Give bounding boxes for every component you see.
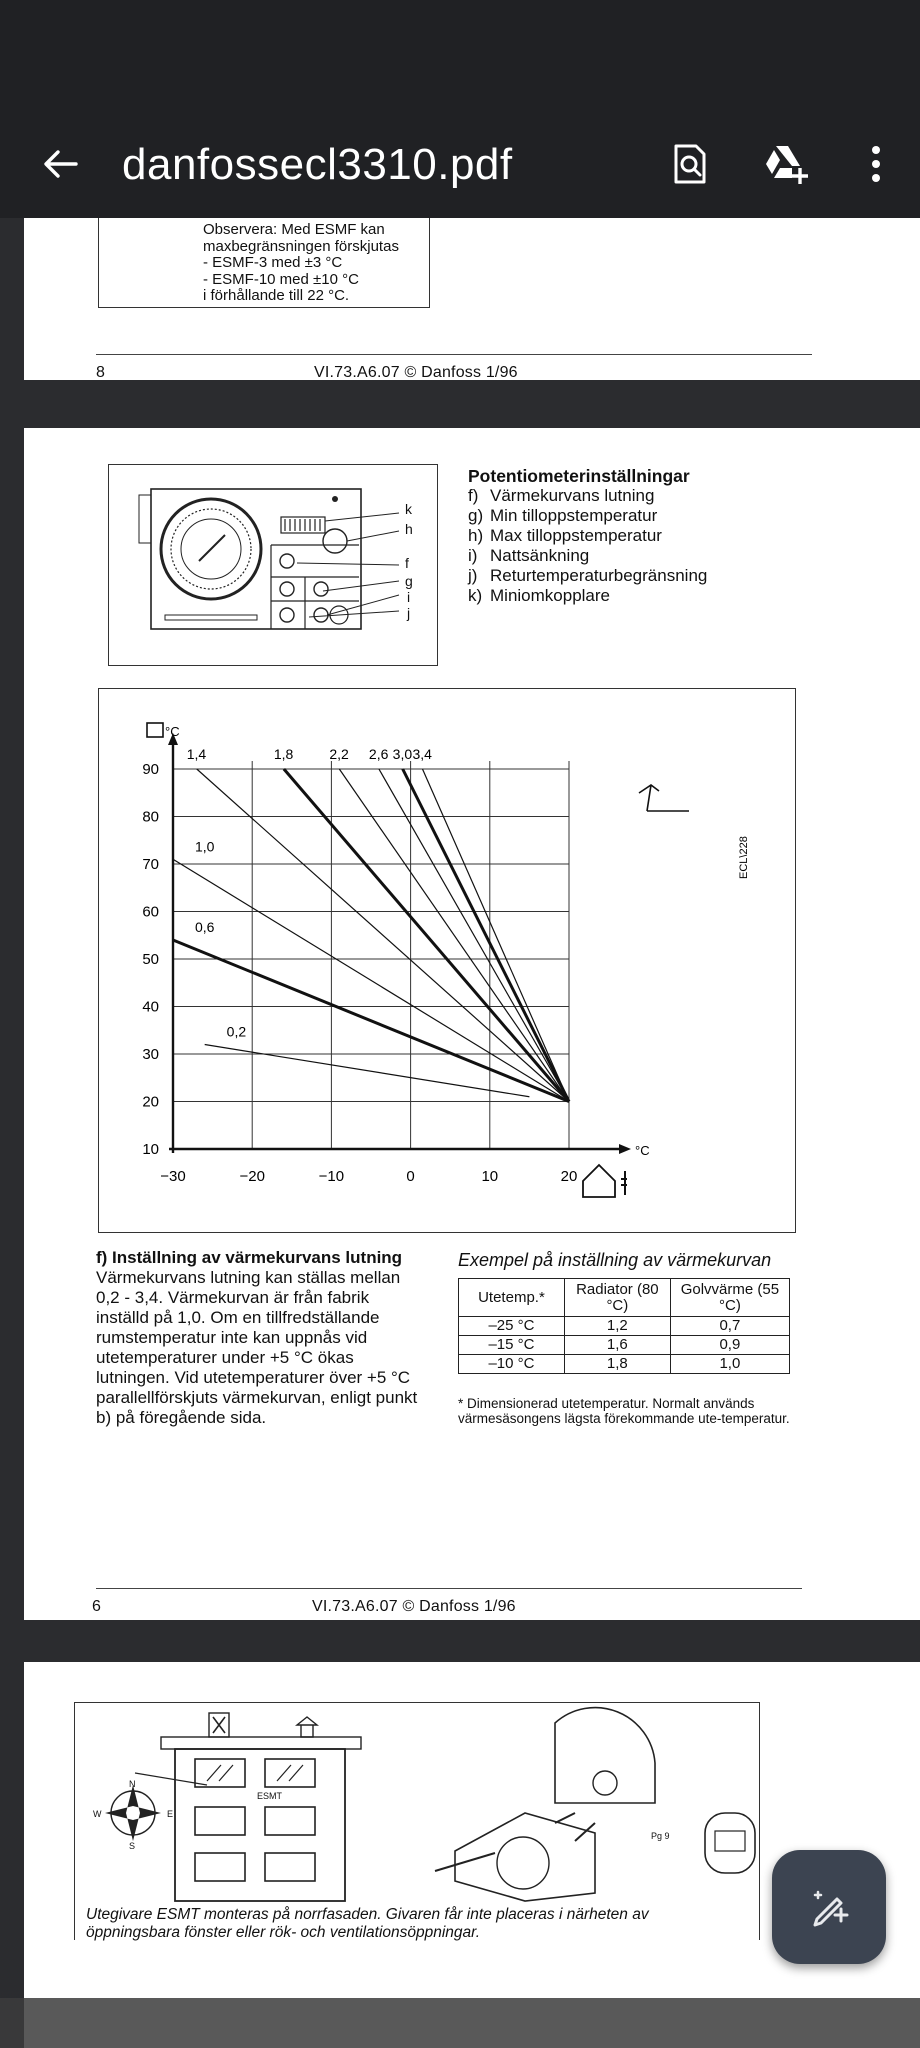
chart-side-label: ECL\228 (738, 836, 750, 879)
compass-label: E (167, 1809, 174, 1819)
sensor-caption: Utegivare ESMT monteras på norrfasaden. Givaren får inte placeras i närheten av öppningsbara fönster eller rök- och ventilationsöppningar. (86, 1906, 649, 1941)
item-text: Returtemperaturbegränsning (490, 566, 708, 585)
table-row (459, 1355, 790, 1374)
ctrl-label: k (405, 501, 412, 517)
table-cell: 0,9 (670, 1336, 789, 1355)
item-text: Min tilloppstemperatur (490, 506, 658, 525)
example-table (458, 1278, 790, 1374)
table-cell: –10 °C (459, 1355, 565, 1374)
table-cell: 1,0 (670, 1355, 789, 1374)
curve-line (379, 769, 569, 1102)
pen-sparkle-icon (807, 1885, 851, 1929)
table-cell: –25 °C (459, 1317, 565, 1336)
app-bar (0, 110, 920, 218)
bottom-overlay-bar (0, 1998, 920, 2048)
curve-label: 1,0 (195, 838, 215, 855)
description-heading: f) Inställning av värmekurvans lutning (96, 1248, 403, 1267)
table-row (459, 1336, 790, 1355)
page-number: 8 (96, 364, 105, 380)
curve-label: 3,4 (412, 746, 432, 762)
list-item (468, 566, 888, 586)
item-text: Värmekurvans lutning (490, 486, 655, 505)
example-title: Exempel på inställning av värmekurvan (458, 1250, 772, 1270)
diagram-label: Pg 9 (651, 1831, 670, 1841)
y-tick-label: 10 (142, 1141, 159, 1158)
item-text: Miniomkopplare (490, 586, 610, 605)
x-tick-label: 20 (560, 1168, 578, 1185)
note-line: i förhållande till 22 °C. (203, 287, 350, 304)
y-tick-label: 90 (142, 761, 159, 778)
x-tick-label: −20 (239, 1168, 265, 1185)
item-text: Nattsänkning (490, 546, 590, 565)
x-axis-arrow (619, 1144, 631, 1154)
list-item (468, 546, 888, 566)
potentiometer-list (468, 466, 888, 606)
y-tick-label: 80 (142, 808, 159, 826)
item-key: g) (468, 506, 484, 525)
flow-temp-symbol (147, 723, 163, 737)
potentiometer-heading: Potentiometerinställningar (468, 466, 690, 486)
pdf-viewer[interactable] (0, 218, 920, 2048)
curve-line (339, 769, 569, 1102)
curve-label: 0,6 (195, 919, 215, 935)
description-body: Värmekurvans lutning kan ställas mellan 0,2 - 3,4. Värmekurvan är från fabrik inställd på 1,0. Om en tillfredställande rumstemperatur inte kan uppnås vid utetemperaturer under +5 °C ökas lutningen. Vid utetemperaturer över +5 °C parallellförskjuts värmekurvan, enligt punkt b) på föregående sida. (96, 1268, 418, 1427)
slope-description (96, 1248, 426, 1428)
note-line: - ESMF-3 med ±3 °C (203, 254, 343, 271)
curve-line (173, 940, 569, 1102)
column-header: Utetemp.* (459, 1279, 565, 1317)
thermometer-icon (621, 1171, 627, 1195)
list-item (468, 506, 888, 526)
house-icon (583, 1165, 615, 1197)
compass-label: W (93, 1809, 102, 1819)
table-footnote: * Dimensionerad utetemperatur. Normalt används värmesäsongens lägsta förekommande ute-temperatur. (458, 1396, 790, 1426)
ctrl-label: i (407, 589, 411, 605)
save-to-drive-icon[interactable] (756, 134, 816, 194)
note-line: Observera: Med ESMF kan (203, 221, 385, 238)
compass-label: S (129, 1841, 136, 1851)
footer-rule (96, 1588, 802, 1589)
table-cell: 1,2 (564, 1317, 670, 1336)
ctrl-label: g (405, 573, 413, 589)
item-key: k) (468, 586, 483, 605)
y-tick-label: 50 (142, 951, 159, 968)
table-cell: 1,6 (564, 1336, 670, 1355)
x-axis-unit: °C (635, 1143, 650, 1158)
list-item (468, 526, 888, 546)
compass-label: N (129, 1779, 136, 1789)
y-tick-label: 70 (142, 856, 159, 873)
table-header-row (459, 1279, 790, 1317)
heating-curve-chart-frame (98, 688, 796, 1233)
heating-curve-chart (99, 689, 797, 1234)
item-text: Max tilloppstemperatur (490, 526, 662, 545)
item-key: f) (468, 486, 479, 505)
more-vert-icon[interactable] (846, 134, 906, 194)
list-item (468, 586, 888, 606)
y-tick-label: 60 (142, 903, 159, 921)
back-arrow-icon[interactable] (36, 136, 84, 192)
item-key: h) (468, 526, 484, 545)
curve-label: 0,2 (226, 1023, 247, 1040)
curve-label: 1,8 (273, 746, 294, 762)
item-key: j) (468, 566, 478, 585)
page-footer-text: VI.73.A6.07 © Danfoss 1/96 (314, 364, 518, 380)
note-line: maxbegränsningen förskjutas (203, 237, 399, 255)
list-item (468, 486, 888, 506)
controller-illustration (108, 464, 438, 666)
x-tick-label: 10 (481, 1168, 499, 1185)
table-cell: –15 °C (459, 1336, 565, 1355)
status-bar-area (0, 0, 920, 110)
ctrl-label: j (407, 605, 411, 621)
pdf-page-8 (24, 218, 920, 380)
ctrl-label: h (405, 521, 413, 537)
find-in-page-icon[interactable] (660, 134, 720, 194)
y-tick-label: 40 (142, 998, 159, 1016)
column-header: Golvvärme (55 °C) (670, 1279, 789, 1317)
table-cell: 1,8 (564, 1355, 670, 1374)
document-title: danfossecl3310.pdf (122, 140, 513, 189)
x-tick-label: −10 (318, 1168, 345, 1185)
annotate-pen-button[interactable] (772, 1850, 886, 1964)
table-cell: 0,7 (670, 1317, 789, 1336)
pdf-page-6 (24, 428, 920, 1620)
curve-label: 3,0 (392, 746, 413, 762)
curve-line (205, 1045, 530, 1097)
page-number: 6 (92, 1598, 101, 1615)
note-line: - ESMF-10 med ±10 °C (203, 270, 359, 288)
diagram-label: ESMT (257, 1791, 283, 1801)
y-axis-unit: °C (165, 724, 180, 739)
y-tick-label: 20 (142, 1093, 159, 1111)
footer-rule (96, 354, 812, 355)
sensor-illustration (74, 1702, 760, 1940)
page-footer-text: VI.73.A6.07 © Danfoss 1/96 (312, 1598, 516, 1615)
column-header: Radiator (80 °C) (564, 1279, 670, 1317)
table-row (459, 1317, 790, 1336)
esmf-note-box (98, 218, 430, 308)
curve-label: 1,4 (186, 746, 207, 762)
item-key: i) (468, 546, 478, 565)
curve-label: 2,2 (329, 746, 349, 762)
y-tick-label: 30 (142, 1046, 159, 1063)
x-tick-label: 0 (406, 1168, 415, 1185)
ctrl-label: f (405, 555, 409, 571)
x-tick-label: −30 (160, 1168, 186, 1185)
outdoor-sensor-icon (639, 785, 689, 811)
curve-label: 2,6 (368, 746, 389, 762)
